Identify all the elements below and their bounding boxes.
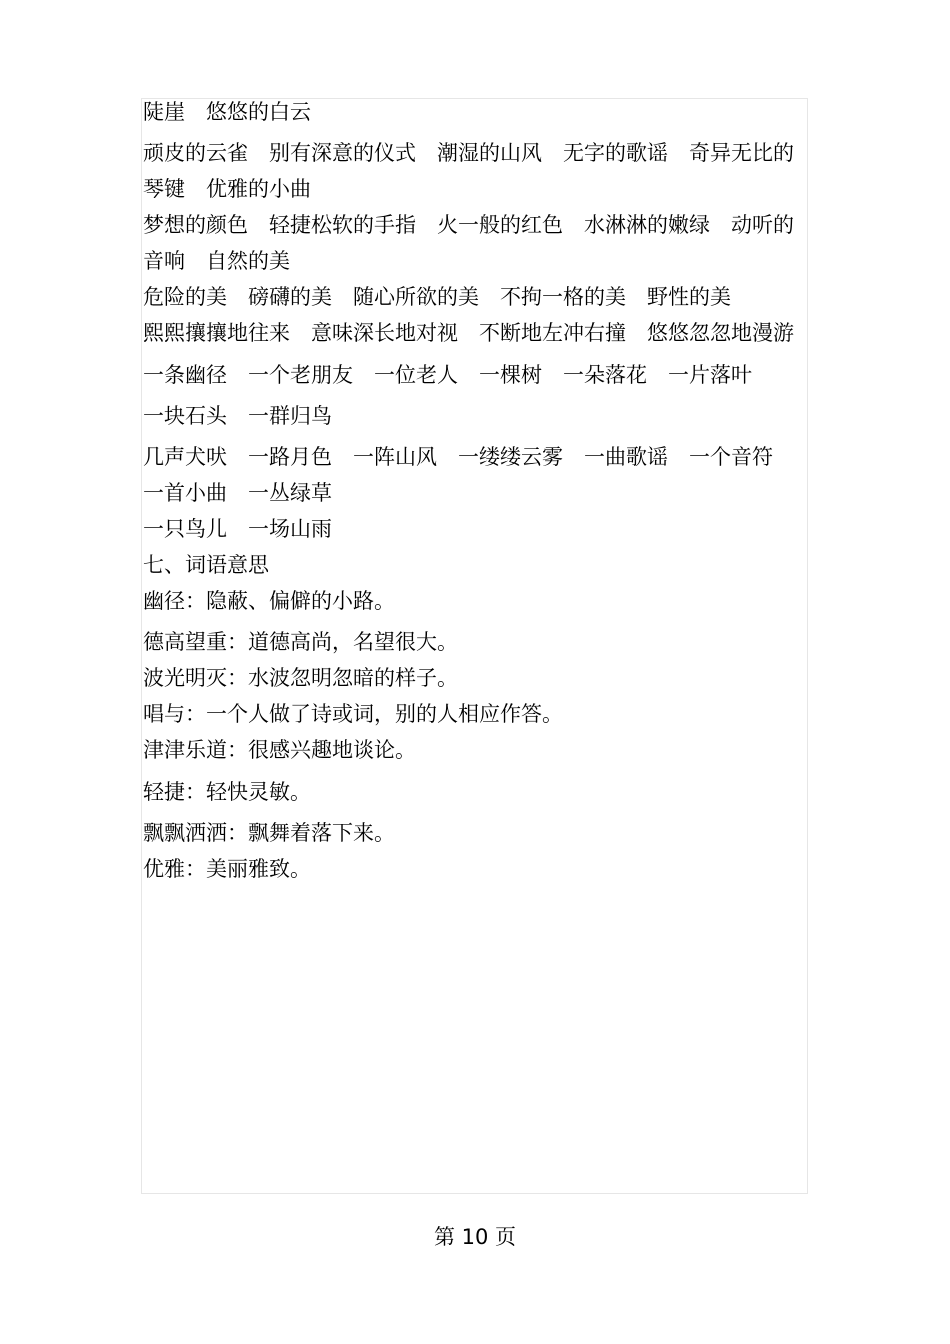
text-line: 一条幽径 一个老朋友 一位老人 一棵树 一朵落花 一片落叶 [143, 363, 752, 387]
text-line: 一只鸟儿 一场山雨 [143, 517, 332, 541]
section-heading: 七、词语意思 [143, 553, 269, 577]
text-line: 几声犬吠 一路月色 一阵山风 一缕缕云雾 一曲歌谣 一个音符 一首小曲 一丛绿草 [143, 445, 794, 505]
text-line: 陡崖 悠悠的白云 [143, 100, 311, 124]
definition-item: 德高望重：道德高尚，名望很大。 [143, 630, 458, 654]
page-number: 第 10 页 [433, 1225, 517, 1249]
text-line: 熙熙攘攘地往来 意味深长地对视 不断地左冲右撞 悠悠忽忽地漫游 [143, 321, 794, 345]
text-line: 一块石头 一群归鸟 [143, 404, 332, 428]
definition-item: 幽径：隐蔽、偏僻的小路。 [143, 589, 395, 613]
text-line: 顽皮的云雀 别有深意的仪式 潮湿的山风 无字的歌谣 奇异无比的琴键 优雅的小曲 [143, 141, 794, 201]
text-line: 危险的美 磅礴的美 随心所欲的美 不拘一格的美 野性的美 [143, 285, 731, 309]
definition-item: 轻捷：轻快灵敏。 [143, 780, 311, 804]
document-body [143, 94, 795, 887]
definition-item: 波光明灭：水波忽明忽暗的样子。 [143, 666, 458, 690]
definition-item: 优雅：美丽雅致。 [143, 857, 311, 881]
definition-item: 津津乐道：很感兴趣地谈论。 [143, 738, 416, 762]
definition-item: 唱与：一个人做了诗或词，别的人相应作答。 [143, 702, 563, 726]
definition-item: 飘飘洒洒：飘舞着落下来。 [143, 821, 395, 845]
text-line: 梦想的颜色 轻捷松软的手指 火一般的红色 水淋淋的嫩绿 动听的音响 自然的美 [143, 213, 794, 273]
